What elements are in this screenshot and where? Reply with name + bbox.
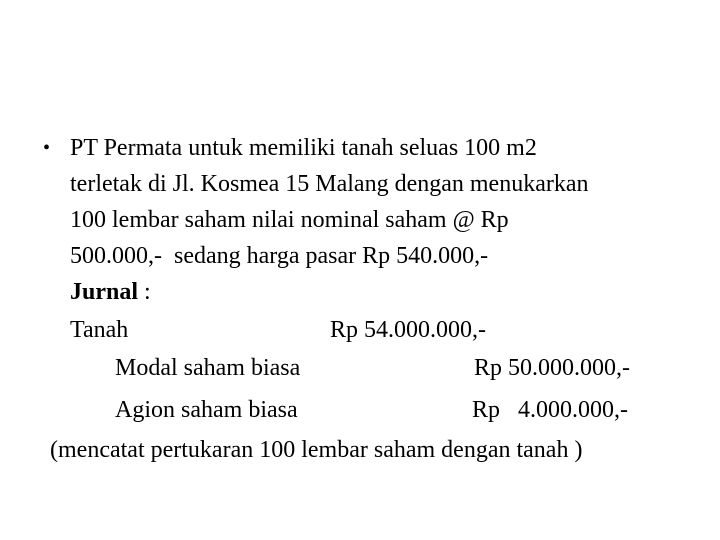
journal-credit-1-account: Modal saham biasa [115, 355, 301, 381]
journal-debit-account: Tanah [70, 317, 129, 343]
journal-credit-2-account: Agion saham biasa [115, 397, 298, 423]
journal-note: (mencatat pertukaran 100 lembar saham dengan tanah ) [50, 437, 583, 463]
journal-title: Jurnal [70, 279, 139, 305]
paragraph-line-1: PT Permata untuk memiliki tanah seluas 100 m2 [70, 135, 537, 161]
journal-debit-amount: Rp 54.000.000,- [330, 317, 486, 343]
paragraph-line-2: terletak di Jl. Kosmea 15 Malang dengan menukarkan [70, 171, 589, 197]
journal-credit-1-amount: Rp 50.000.000,- [474, 355, 630, 381]
bullet-point: • [43, 137, 51, 159]
journal-credit-2-amount: Rp 4.000.000,- [472, 397, 628, 423]
journal-title-suffix: : [138, 279, 151, 305]
paragraph-line-3: 100 lembar saham nilai nominal saham @ Rp [70, 207, 509, 233]
paragraph-line-4: 500.000,- sedang harga pasar Rp 540.000,- [70, 243, 489, 269]
journal-heading [70, 274, 151, 310]
